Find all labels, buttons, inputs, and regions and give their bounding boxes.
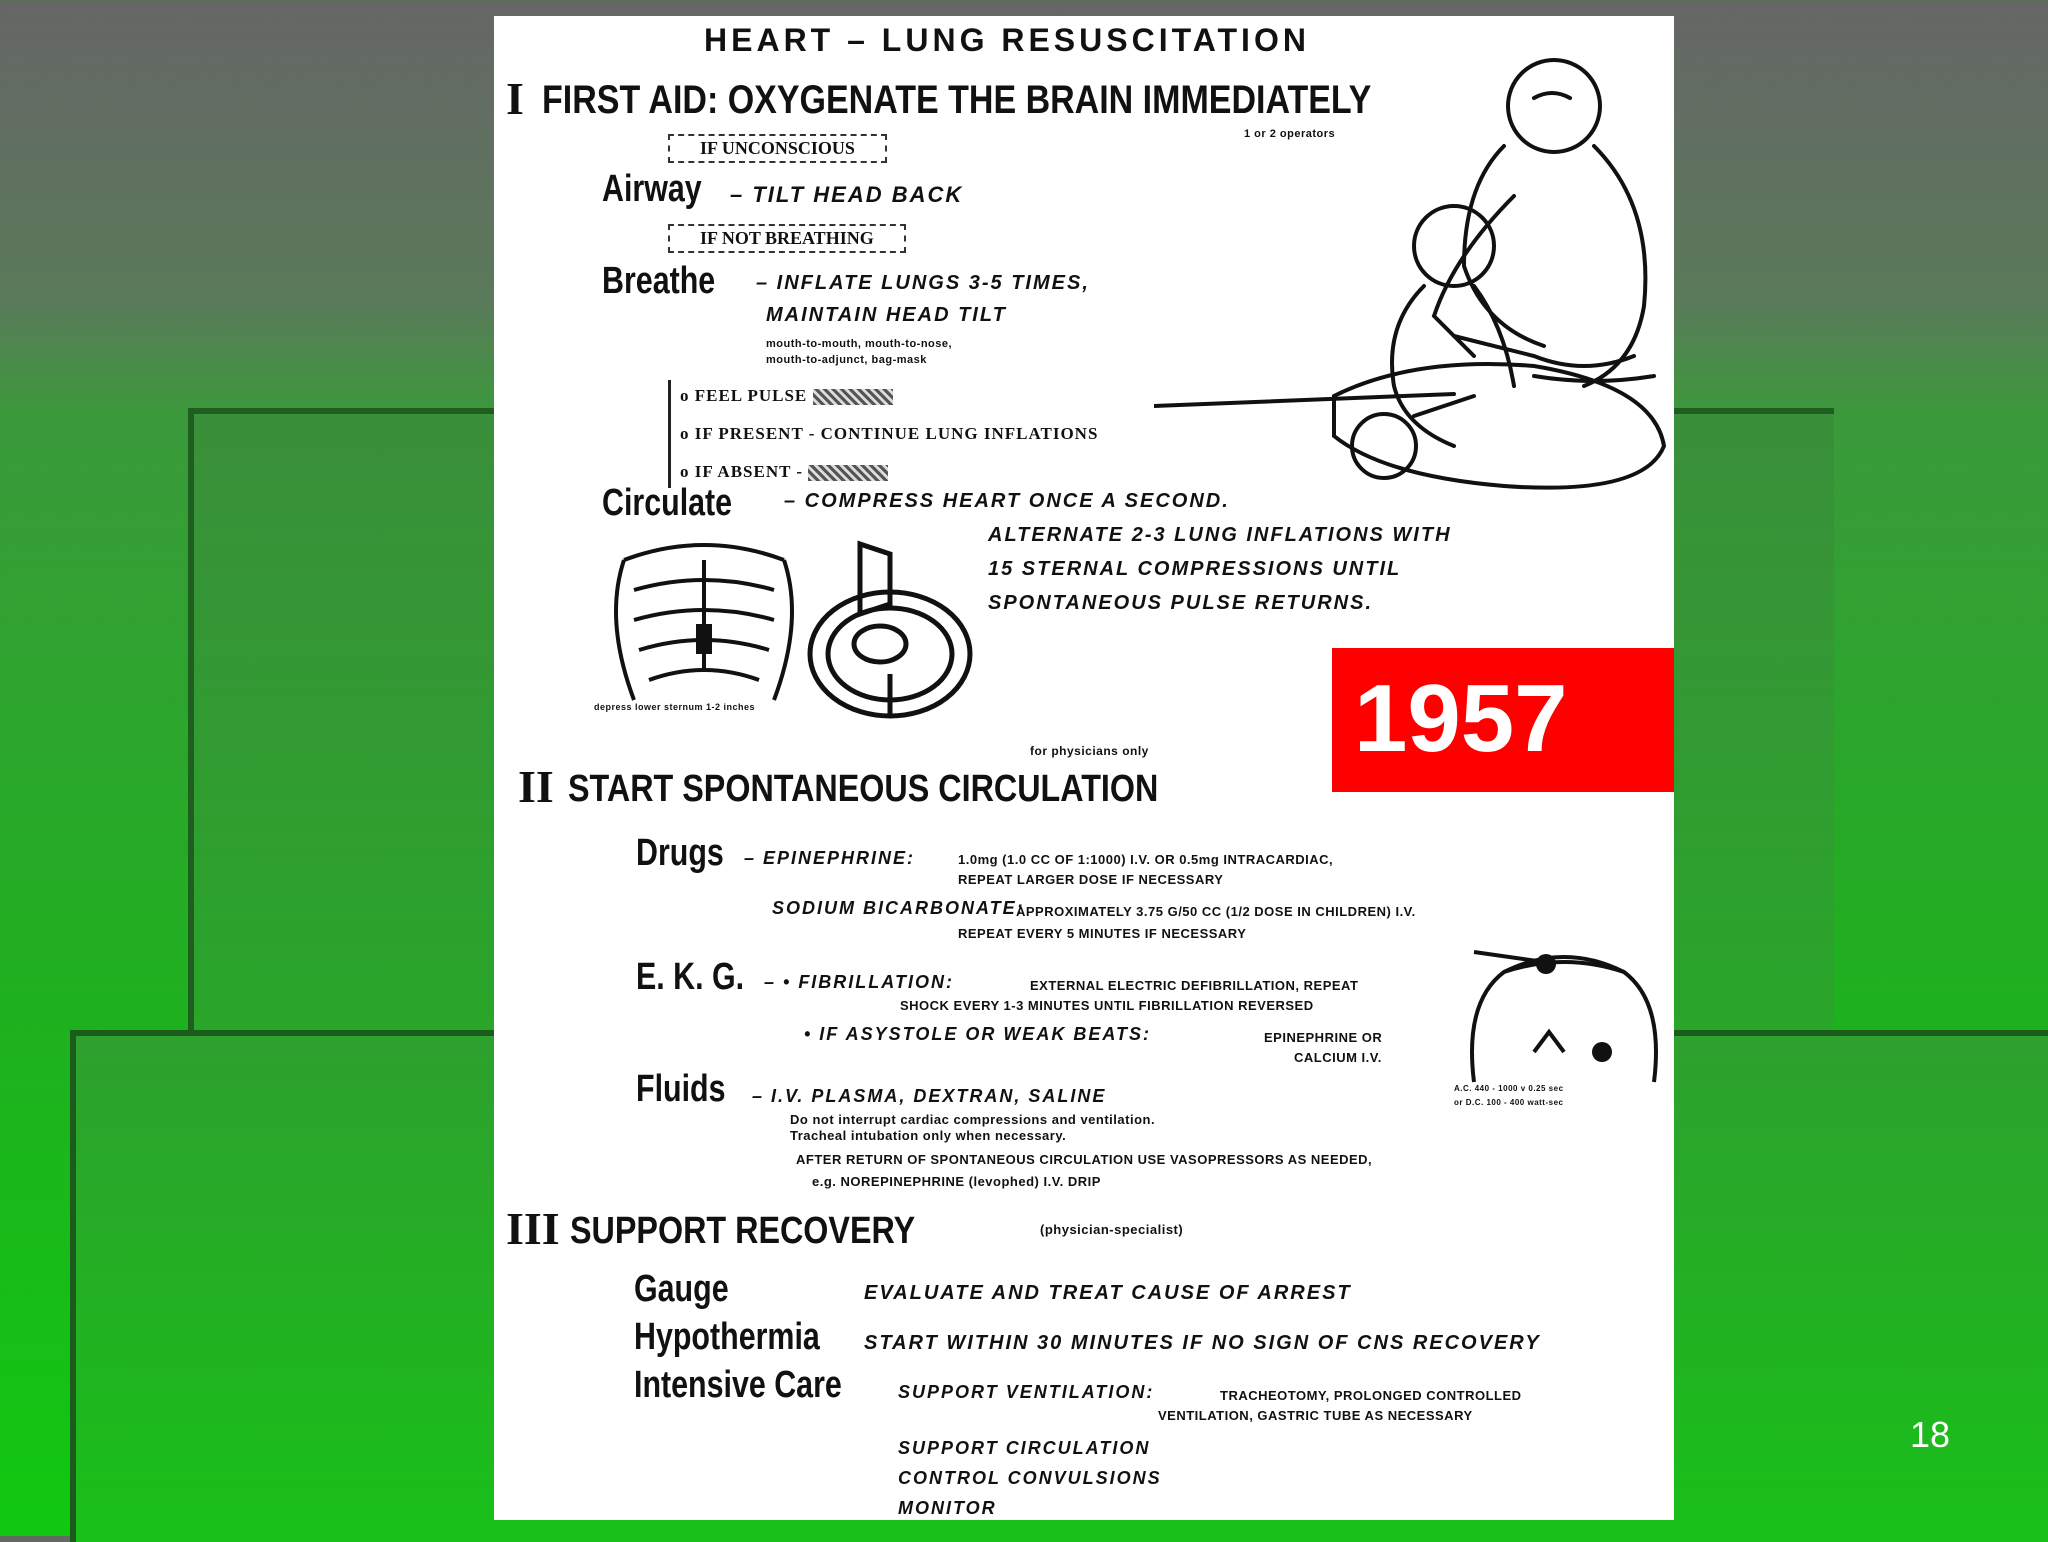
fluids-after: AFTER RETURN OF SPONTANEOUS CIRCULATION USE VASOPRESSORS AS NEEDED, (796, 1152, 1373, 1167)
section2-numeral: II (518, 761, 554, 812)
ekg-small-2: or D.C. 100 - 400 watt-sec (1454, 1098, 1564, 1107)
sternum-caption: depress lower sternum 1-2 inches (594, 702, 756, 712)
heart-cross-section-illustration (800, 534, 980, 724)
year-badge (1332, 648, 1674, 792)
drugs-sodium: SODIUM BICARBONATE: (772, 898, 1025, 918)
drugs-label: Drugs (636, 832, 724, 874)
ekg-asystole-detail-2: CALCIUM I.V. (1294, 1050, 1382, 1065)
pulse-bracket (668, 380, 679, 488)
section2-heading: START SPONTANEOUS CIRCULATION (568, 768, 1159, 810)
circulate-label: Circulate (602, 482, 733, 524)
ekg-asystole-detail: EPINEPHRINE OR (1264, 1030, 1383, 1045)
circulate-text-1: – COMPRESS HEART ONCE A SECOND. (784, 490, 1230, 512)
ekg-fibrillation: – • FIBRILLATION: (764, 972, 954, 992)
fluids-small-1: Do not interrupt cardiac compressions and ventilation. (790, 1112, 1156, 1127)
hatch-mark (813, 389, 893, 405)
breathe-label: Breathe (602, 260, 716, 302)
slide-number: 18 (1910, 1414, 1951, 1455)
section1-heading: FIRST AID: OXYGENATE THE BRAIN IMMEDIATELY (542, 78, 1372, 122)
airway-text: – TILT HEAD BACK (730, 182, 964, 207)
drugs-sodium-repeat: REPEAT EVERY 5 MINUTES IF NECESSARY (958, 926, 1247, 941)
circulate-text-4: SPONTANEOUS PULSE RETURNS. (988, 592, 1373, 614)
breathe-small-1: mouth-to-mouth, mouth-to-nose, (766, 338, 953, 350)
physicians-note: for physicians only (1030, 744, 1149, 758)
feel-pulse: o FEEL PULSE (680, 386, 893, 406)
ribcage-illustration (604, 540, 804, 710)
resuscitation-poster (494, 16, 1674, 1520)
ic-support-ventilation-detail-2: VENTILATION, GASTRIC TUBE AS NECESSARY (1158, 1408, 1473, 1423)
fluids-text: – I.V. PLASMA, DEXTRAN, SALINE (752, 1086, 1107, 1106)
ekg-small-1: A.C. 440 - 1000 v 0.25 sec (1454, 1084, 1564, 1093)
breathe-text-1: – INFLATE LUNGS 3-5 TIMES, (756, 272, 1090, 294)
fluids-small-2: Tracheal intubation only when necessary. (790, 1128, 1067, 1143)
poster-title: HEART – LUNG RESUSCITATION (704, 22, 1310, 58)
fluids-label: Fluids (636, 1068, 726, 1110)
if-unconscious-box: IF UNCONSCIOUS (668, 134, 887, 163)
ic-support-ventilation-detail: TRACHEOTOMY, PROLONGED CONTROLLED (1220, 1388, 1522, 1403)
defibrillation-torso-illustration (1464, 942, 1664, 1092)
operators-note: 1 or 2 operators (1244, 128, 1336, 140)
ekg-label: E. K. G. (636, 956, 745, 998)
hypothermia-label: Hypothermia (634, 1316, 820, 1358)
fluids-eg: e.g. NOREPINEPHRINE (levophed) I.V. DRIP (812, 1174, 1101, 1189)
ic-support-ventilation: SUPPORT VENTILATION: (898, 1382, 1155, 1402)
circulate-text-3: 15 STERNAL COMPRESSIONS UNTIL (988, 558, 1402, 580)
if-present: o IF PRESENT - CONTINUE LUNG INFLATIONS (680, 424, 1099, 443)
section1-numeral: I (506, 73, 524, 124)
drugs-sodium-detail: APPROXIMATELY 3.75 G/50 CC (1/2 DOSE IN CHILDREN) I.V. (1016, 904, 1416, 919)
ic-control-convulsions: CONTROL CONVULSIONS (898, 1468, 1162, 1488)
ekg-fibrillation-detail-2: SHOCK EVERY 1-3 MINUTES UNTIL FIBRILLATION REVERSED (900, 998, 1314, 1013)
drugs-epinephrine-repeat: REPEAT LARGER DOSE IF NECESSARY (958, 872, 1224, 887)
year-badge-text: 1957 (1354, 665, 1568, 772)
ekg-fibrillation-detail: EXTERNAL ELECTRIC DEFIBRILLATION, REPEAT (1030, 978, 1359, 993)
section3-numeral: III (506, 1203, 560, 1254)
breathe-small-2: mouth-to-adjunct, bag-mask (766, 354, 927, 366)
ic-support-circulation: SUPPORT CIRCULATION (898, 1438, 1151, 1458)
if-absent: o IF ABSENT - (680, 462, 888, 482)
airway-label: Airway (602, 168, 702, 210)
drugs-epinephrine-detail: 1.0mg (1.0 CC OF 1:1000) I.V. OR 0.5mg INTRACARDIAC, (958, 852, 1334, 867)
if-not-breathing-box: IF NOT BREATHING (668, 224, 906, 253)
ekg-asystole: • IF ASYSTOLE OR WEAK BEATS: (804, 1024, 1151, 1044)
gauge-text: EVALUATE AND TREAT CAUSE OF ARREST (864, 1282, 1352, 1304)
ic-monitor: MONITOR (898, 1498, 997, 1518)
intensive-care-label: Intensive Care (634, 1364, 842, 1406)
hatch-mark (808, 465, 888, 481)
circulate-text-2: ALTERNATE 2-3 LUNG INFLATIONS WITH (988, 524, 1452, 546)
drugs-epinephrine: – EPINEPHRINE: (744, 848, 916, 868)
section3-heading: SUPPORT RECOVERY (570, 1210, 916, 1252)
breathe-text-2: MAINTAIN HEAD TILT (766, 304, 1007, 326)
rescuers-illustration (1154, 36, 1674, 556)
specialist-note: (physician-specialist) (1040, 1222, 1184, 1237)
hypothermia-text: START WITHIN 30 MINUTES IF NO SIGN OF CNS RECOVERY (864, 1332, 1541, 1354)
gauge-label: Gauge (634, 1268, 729, 1310)
